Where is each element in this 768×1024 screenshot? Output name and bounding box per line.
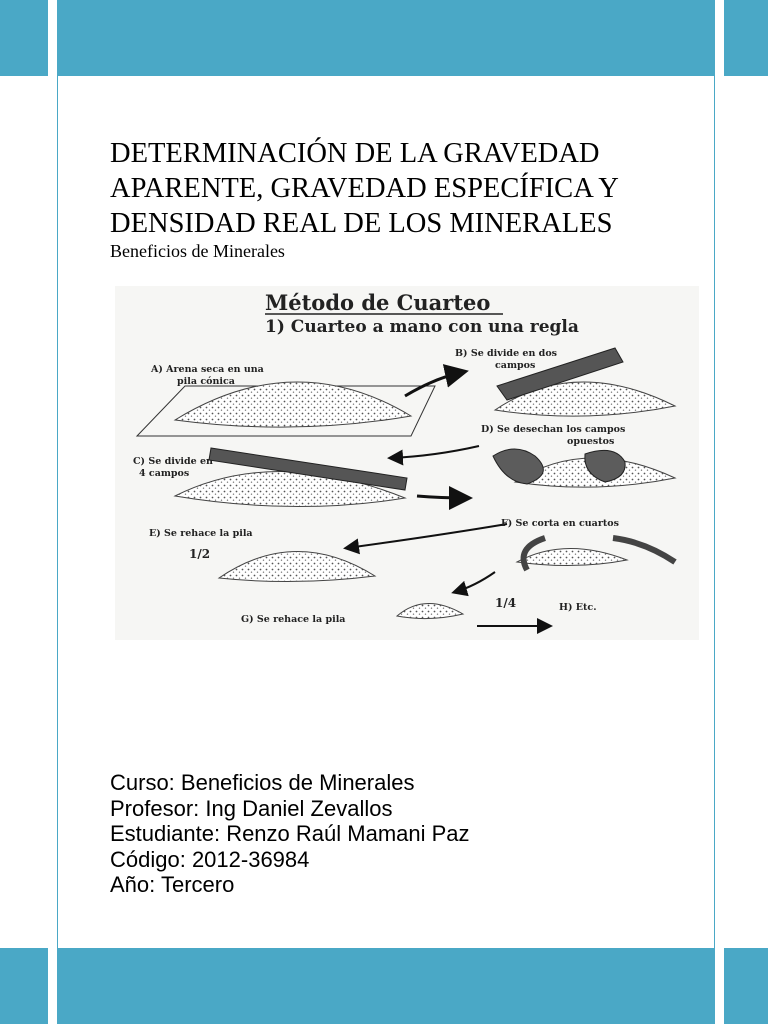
quartering-figure xyxy=(115,286,699,640)
label-e: E) Se rehace la pila xyxy=(149,528,253,539)
course-info xyxy=(110,770,470,898)
top-band-left xyxy=(0,0,48,76)
arrow-c-to-d xyxy=(417,496,467,498)
info-profesor: Profesor: Ing Daniel Zevallos xyxy=(110,795,393,821)
document-subtitle: Beneficios de Minerales xyxy=(110,241,285,261)
pile-e xyxy=(219,551,375,581)
label-c-line2: 4 campos xyxy=(139,468,190,479)
arrow-a-to-b xyxy=(405,372,463,396)
top-band xyxy=(58,0,714,76)
arrow-f-to-g xyxy=(455,572,495,592)
label-d-line2: opuestos xyxy=(567,436,615,447)
label-h: H) Etc. xyxy=(559,602,597,613)
pile-a xyxy=(175,382,411,427)
info-anio: Año: Tercero xyxy=(110,872,235,897)
label-c-line1: C) Se divide en xyxy=(133,456,213,467)
label-a-line2: pila cónica xyxy=(177,376,235,387)
label-b-line2: campos xyxy=(495,360,536,371)
title-line-2: APARENTE, GRAVEDAD ESPECÍFICA Y xyxy=(110,173,619,204)
info-codigo: Código: 2012-36984 xyxy=(110,846,310,872)
hands-left xyxy=(493,449,543,484)
bottom-band-right xyxy=(724,948,768,1024)
label-f: F) Se corta en cuartos xyxy=(501,518,619,529)
figure-heading: Método de Cuarteo xyxy=(265,290,491,315)
top-band-right xyxy=(724,0,768,76)
pile-g xyxy=(397,603,463,618)
arrow-d-to-e xyxy=(347,524,507,548)
label-d-line1: D) Se desechan los campos xyxy=(481,424,626,435)
bottom-band xyxy=(58,948,714,1024)
bottom-band-left xyxy=(0,948,48,1024)
figure-subheading: 1) Cuarteo a mano con una regla xyxy=(265,317,579,337)
label-quarter: 1/4 xyxy=(495,596,517,610)
arrow-b-to-c xyxy=(391,446,479,458)
label-b-line1: B) Se divide en dos xyxy=(455,348,558,359)
quartering-diagram xyxy=(115,286,699,640)
label-half: 1/2 xyxy=(189,547,211,561)
info-curso: Curso: Beneficios de Minerales xyxy=(110,770,415,795)
title-line-3: DENSIDAD REAL DE LOS MINERALES xyxy=(110,208,613,239)
label-a-line1: A) Arena seca en una xyxy=(151,364,264,375)
label-g: G) Se rehace la pila xyxy=(241,614,346,625)
frame-line-left xyxy=(57,0,58,1024)
document-title xyxy=(110,136,720,241)
info-estudiante: Estudiante: Renzo Raúl Mamani Paz xyxy=(110,821,470,846)
title-line-1: DETERMINACIÓN DE LA GRAVEDAD xyxy=(110,138,600,169)
pile-f xyxy=(517,548,627,565)
